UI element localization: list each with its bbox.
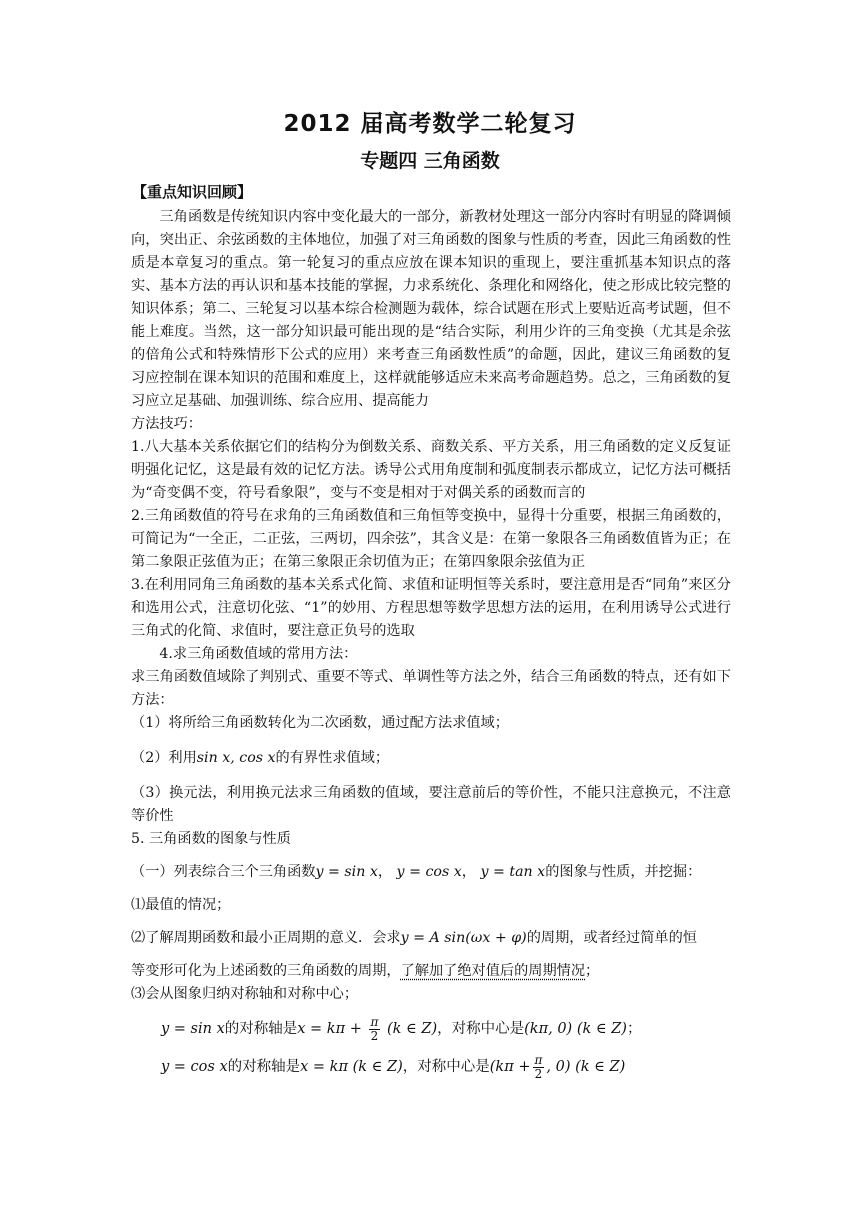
point-1: ⑴最值的情况； [131, 897, 231, 913]
point-3: ⑶会从图象归纳对称轴和对称中心； [131, 986, 359, 1002]
pi-over-2-fraction [533, 1054, 545, 1081]
methods-label: 方法技巧： [131, 416, 202, 432]
method-item-1: 1.八大基本关系依据它们的结构分为倒数关系、商数关系、平方关系，用三角函数的定义反复证明强化记忆，这是最有效的记忆方法。诱导公式用角度制和弧度制表示都成立，记忆方法可概括为“奇变偶不变，符号看象限”，变与不变是相对于对偶关系的函数而言的 [131, 439, 731, 501]
cos-axis-formula: x = kπ [300, 1059, 349, 1075]
sin-axis-formula: x = kπ + [297, 1021, 362, 1037]
tan-function: y = tan x [480, 864, 546, 880]
cos-text-center: ，对称中心是 [402, 1059, 490, 1075]
graph-intro-prefix: （一）列表综合三个三角函数 [131, 864, 316, 880]
point-2-end: ； [585, 963, 600, 979]
fraction-numerator: π [534, 1052, 543, 1067]
sin-func: y = sin x [161, 1021, 225, 1037]
item-5-title: 5. 三角函数的图象与性质 [131, 831, 291, 847]
fraction-denominator: 2 [534, 1066, 543, 1081]
graph-intro-suffix: 的图象与性质，并挖掘： [545, 864, 702, 880]
dotted-emphasis: 了解加了绝对值后的周期情况 [400, 963, 586, 979]
document-title: 2012 届高考数学二轮复习 [283, 111, 577, 137]
cos-function: y = cos x [396, 864, 462, 880]
cos-center-prefix: (kπ + [489, 1059, 531, 1075]
sin-cond-1: (k ∈ Z) [387, 1021, 438, 1037]
cos-symmetry-line [161, 1052, 731, 1082]
pi-over-2-fraction [369, 1016, 381, 1043]
sin-text-center: ，对称中心是 [437, 1021, 525, 1037]
fraction-denominator: 2 [370, 1028, 379, 1043]
intro-paragraph: 三角函数是传统知识内容中变化最大的一部分，新教材处理这一部分内容时有明显的降调倾向，突出正、余弦函数的主体地位，加强了对三角函数的图象与性质的考查，因此三角函数的性质是本章复习的重点。第一轮复习的重点应放在课本知识的重现上，要注重抓基本知识点的落实、基本方法的再认识和基本技能的掌握，力求系统化、条理化和网络化，使之形成比较完整的知识体系；第二、三轮复习以基本综合检测题为载体，综合试题在形式上要贴近高考试题，但不能上难度。当然，这一部分知识最可能出现的是“结合实际，利用少许的三角变换（尤其是余弦的倍角公式和特殊情形下公式的应用）来考查三角函数性质”的命题，因此，建议三角函数的复习应控制在课本知识的范围和难度上，这样就能够适应未来高考命题趋势。总之，三角函数的复习应立足基础、加强训练、综合应用、提高能力 [131, 209, 731, 409]
method-item-3: 3.在利用同角三角函数的基本关系式化简、求值和证明恒等关系时，要注意用是否“同角”来区分和选用公式，注意切化弦、“1”的妙用、方程思想等数学思想方法的运用，在利用诱导公式进行三角式的化简、求值时，要注意正负号的选取 [131, 577, 731, 639]
point-2-suffix: 的周期，或者经过简单的恒 [526, 930, 697, 946]
range-method-2 [131, 747, 731, 770]
sin-text-axis: 的对称轴是 [224, 1021, 298, 1037]
range-method-3: （3）换元法，利用换元法求三角函数的值域，要注意前后的等价性，不能只注意换元，不注意等价性 [131, 785, 731, 824]
method-item-2: 2.三角函数值的符号在求角的三角函数值和三角恒等变换中，显得十分重要，根据三角函数的，可简记为“一全正，二正弦，三两切，四余弦”，其含义是：在第一象限各三角函数值皆为正；在第二象限正弦值为正；在第三象限正余切值为正；在第四象限余弦值为正 [131, 508, 731, 570]
method-item-4-body: 求三角函数值域除了判别式、重要不等式、单调性等方法之外，结合三角函数的特点，还有如下方法： [131, 669, 731, 708]
document-subtitle: 专题四 三角函数 [360, 150, 500, 172]
cos-func: y = cos x [161, 1059, 228, 1075]
section-heading: 【重点知识回顾】 [132, 183, 253, 201]
document-body [131, 206, 731, 1082]
point-2 [131, 927, 731, 950]
cos-cond-1: (k ∈ Z) [352, 1059, 403, 1075]
range-method-2-prefix: （2）利用 [131, 750, 197, 766]
period-formula: y = A sin(ωx + φ) [400, 930, 527, 946]
method-item-4-title: 4.求三角函数值域的常用方法： [159, 646, 358, 662]
range-method-2-math: sin x, cos x [196, 750, 276, 766]
sin-center: (kπ, 0) [524, 1021, 573, 1037]
sin-cond-2: (k ∈ Z) [576, 1021, 627, 1037]
sin-function: y = sin x [315, 864, 378, 880]
range-method-1: （1）将所给三角函数转化为二次函数，通过配方法求值域； [131, 715, 509, 731]
cos-cond-2: (k ∈ Z) [575, 1059, 626, 1075]
cos-text-axis: 的对称轴是 [227, 1059, 301, 1075]
sin-symmetry-line [161, 1014, 731, 1044]
sin-line-end: ； [626, 1021, 642, 1037]
point-2-continued [131, 960, 731, 983]
cos-center-suffix: , 0) [546, 1059, 571, 1075]
fraction-numerator: π [370, 1014, 379, 1029]
graph-properties-intro: （一）列表综合三个三角函数y = sin x， y = cos x， y = tan x的图象与性质，并挖掘： [131, 864, 702, 880]
point-2-line2: 等变形可化为上述函数的三角函数的周期， [131, 963, 401, 979]
range-method-2-suffix: 的有界性求值域； [275, 750, 390, 766]
point-2-prefix: ⑵了解周期函数和最小正周期的意义．会求 [131, 930, 401, 946]
